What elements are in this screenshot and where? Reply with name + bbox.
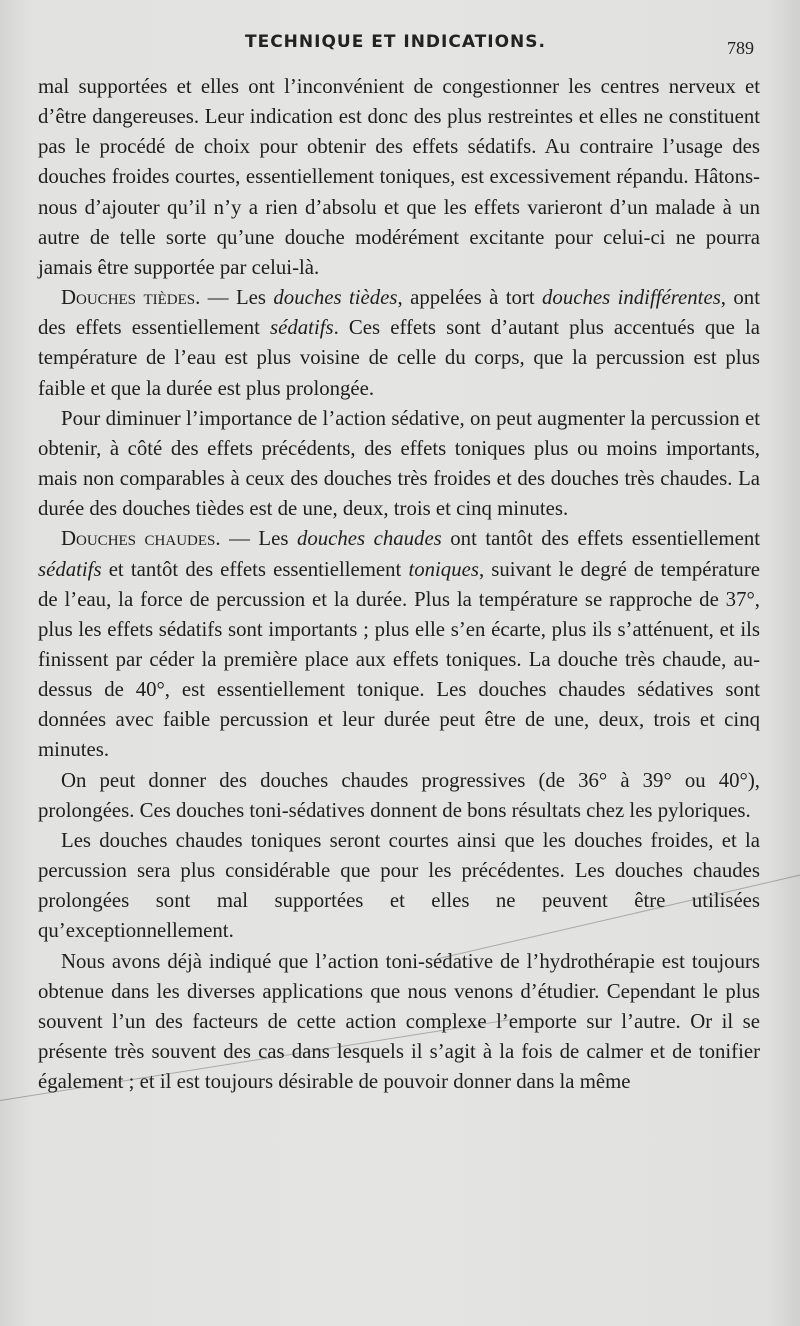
paragraph-text: , appelées à tort [397,286,543,310]
paragraph-text: , ont des effets essentiellement [38,286,760,340]
page-number: 789 [727,38,754,58]
italic-term: douches indifférentes [542,286,721,310]
italic-term: sédatifs [270,316,334,340]
italic-term: douches chaudes [296,527,442,551]
paragraph-6 [38,826,760,947]
paragraph-7 [38,947,760,1098]
paragraph-douches-chaudes [38,524,760,765]
paragraph-text: et tantôt des effets essentiellement [101,557,409,581]
running-header [0,30,800,60]
paragraph-text: On peut donner des douches chaudes progressives (de 36° à 39° ou 40°), prolongées. Ces douches toni-sédatives donnent de bons résultats chez les pyloriques. [38,768,760,822]
paragraph-1 [38,72,760,283]
paragraph-text: , suivant le degré de température de l’eau, la force de percussion et la durée. Plus la température se rapproche de 37°, plus les effets sédatifs sont importants ; plus elle s’en écarte, plus ils s’atténuent, et ils finissent par céder la première place aux effets toniques. La douche très chaude, au-dessus de 40°, est essentiellement tonique. Les douches chaudes sédatives sont données avec faible percussion et leur durée peut être de une, deux, trois et cinq minutes. [38,557,760,762]
italic-term: toniques [408,557,479,581]
italic-term: douches tièdes [273,286,398,310]
body-text [38,72,760,1097]
paragraph-text: — Les [220,527,297,551]
paragraph-text: Nous avons déjà indiqué que l’action toni-sédative de l’hydrothérapie est toujours obtenue dans les diverses applications que nous venons d’étudier. Cependant le plus souvent l’un des facteurs de cette action complexe l’emporte sur l’autre. Or il se présente très souvent des cas dans lesquels il s’agit à la fois de calmer et de tonifier également ; et il est toujours désirable de pouvoir donner dans la même [38,949,760,1094]
section-heading: Douches tièdes. [61,286,201,310]
paragraph-5 [38,766,760,826]
paragraph-text: . Ces effets sont d’autant plus accentués que la température de l’eau est plus voisine de celle du corps, que la percussion est plus faible et que la durée est plus prolongée. [38,316,760,400]
running-title: TECHNIQUE ET INDICATIONS. [245,32,546,52]
paragraph-douches-tiedes [38,283,760,404]
paragraph-3 [38,404,760,525]
italic-term: sédatifs [38,557,102,581]
paragraph-text: — Les [200,286,274,310]
paragraph-text: Pour diminuer l’importance de l’action sédative, on peut augmenter la percussion et obtenir, à côté des effets précédents, des effets toniques plus ou moins importants, mais non comparables à ceux des douches très froides et des douches très chaudes. La durée des douches tièdes est de une, deux, trois et cinq minutes. [38,406,760,521]
section-heading: Douches chaudes. [61,527,221,551]
paragraph-text: Les douches chaudes toniques seront courtes ainsi que les douches froides, et la percussion sera plus considérable que pour les précédentes. Les douches chaudes prolongées sont mal supportées et elles ne peuvent être utilisées qu’exceptionnellement. [38,828,760,943]
paragraph-text: ont tantôt des effets essentiellement [441,527,760,551]
paragraph-text: mal supportées et elles ont l’inconvénient de congestionner les centres nerveux et d’être dangereuses. Leur indication est donc des plus restreintes et elles ne constituent pas le procédé de choix pour obtenir des effets sédatifs. Au contraire l’usage des douches froides courtes, essentiellement toniques, est excessivement répandu. Hâtons-nous d’ajouter qu’il n’y a rien d’absolu et que les effets varieront d’un malade à un autre de telle sorte qu’une douche modérément excitante pour celui-ci ne pourra jamais être supportée par celui-là. [38,75,760,279]
